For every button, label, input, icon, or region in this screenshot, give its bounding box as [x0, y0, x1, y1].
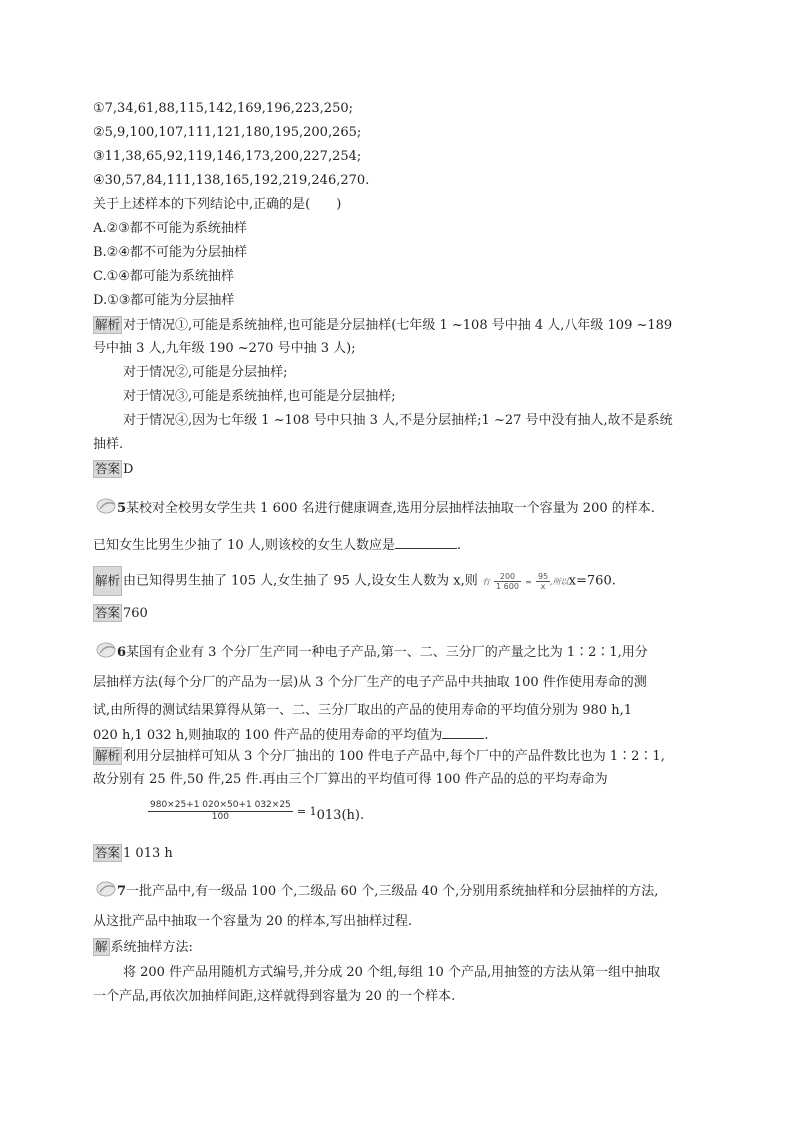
- sample-item-1: ①7,34,61,88,115,142,169,196,223,250;: [93, 101, 353, 116]
- answer-label: 答案: [95, 461, 121, 476]
- sample-item-4: ④30,57,84,111,138,165,192,219,246,270.: [93, 173, 370, 188]
- question-5-text-2: 已知女生比男生少抽了 10 人,则该校的女生人数应是: [93, 538, 395, 553]
- equation-result: 013(h).: [316, 808, 365, 823]
- analysis-q4-line6: 抽样.: [93, 437, 124, 452]
- equation-numerator: 980×25+1 020×50+1 032×25: [150, 800, 291, 810]
- answer-label: 答案: [95, 845, 121, 860]
- fraction-numerator: 95: [537, 571, 549, 581]
- fraction-denominator: x: [540, 581, 546, 591]
- question-6-text: 某国有企业有 3 个分厂生产同一种电子产品,第一、二、三分厂的产量之比为 1∶2∶1,用分: [126, 645, 648, 660]
- question-7-icon: [96, 880, 118, 898]
- question-6-number: 6: [117, 645, 127, 660]
- question-7-line1: [117, 883, 658, 901]
- analysis-label: 解析: [95, 748, 121, 763]
- analysis-q4: [93, 316, 672, 335]
- answer-label: 答案: [95, 605, 121, 620]
- analysis-text: 由已知得男生抽了 105 人,女生抽了 95 人,设女生人数为 x,则: [123, 573, 478, 589]
- period: .: [484, 728, 489, 743]
- solution-title: 系统抽样方法:: [110, 940, 193, 955]
- answer-q5: [93, 604, 148, 623]
- question-5-text: 某校对全校男女学生共 1 600 名进行健康调查,选用分层抽样法抽取一个容量为 200 的样本.: [126, 501, 655, 516]
- formula-mid: ,所以: [550, 577, 569, 587]
- formula-prefix: 有: [481, 577, 490, 587]
- equation-fraction: [148, 800, 293, 823]
- analysis-q6-line2: 故分别有 25 件,50 件,25 件.再由三个厂算出的平均值可得 100 件产品的总的平均寿命为: [93, 772, 608, 787]
- question-6-line3: 试,由所得的测试结果算得从第一、二、三分厂取出的产品的使用寿命的平均值分别为 980 h,1: [93, 703, 632, 718]
- option-c: C.①④都可能为系统抽样: [93, 269, 234, 284]
- fraction-95-x: [536, 572, 550, 591]
- analysis-q6: [93, 747, 665, 766]
- solution-q7-line2: 一个产品,再依次加抽样间距,这样就得到容量为 20 的一个样本.: [93, 989, 456, 1004]
- sample-item-2: ②5,9,100,107,111,121,180,195,200,265;: [93, 125, 362, 140]
- question-6-line2: 层抽样方法(每个分厂的产品为一层)从 3 个分厂生产的电子产品中共抽取 100 件作使用寿命的测: [93, 675, 647, 690]
- answer-q6: [93, 844, 173, 863]
- equation-denominator: 100: [211, 812, 229, 822]
- fraction-denominator: 1 600: [496, 581, 519, 591]
- solution-q7: [93, 938, 193, 957]
- analysis-q4-line3: 对于情况②,可能是分层抽样;: [123, 365, 288, 380]
- analysis-result: x=760.: [568, 573, 616, 589]
- analysis-label: 解析: [95, 317, 121, 332]
- option-b: B.②④都不可能为分层抽样: [93, 245, 247, 260]
- analysis-q4-line5: 对于情况④,因为七年级 1 ~108 号中只抽 3 人,不是分层抽样;1 ~27 号中没有抽人,故不是系统: [123, 413, 673, 428]
- equation-rhs: = 1: [296, 805, 317, 818]
- solution-label: 解: [95, 939, 108, 954]
- question-6-text-4: 020 h,1 032 h,则抽取的 100 件产品的使用寿命的平均值为: [93, 728, 443, 743]
- solution-q7-line1: 将 200 件产品用随机方式编号,并分成 20 个组,每组 10 个产品,用抽签的方法从第一组中抽取: [123, 965, 661, 980]
- answer-blank: [442, 725, 484, 739]
- analysis-q4-line4: 对于情况③,可能是系统抽样,也可能是分层抽样;: [123, 389, 396, 404]
- equals-sign: =: [525, 577, 532, 587]
- fraction-200-1600: [494, 572, 521, 591]
- option-a: A.②③都不可能为系统抽样: [93, 221, 247, 236]
- answer-q4: [93, 460, 133, 479]
- question-5-line2: [93, 535, 461, 555]
- question-6-icon: [96, 641, 118, 659]
- question-6-line1: [117, 644, 648, 662]
- answer-value: 760: [123, 606, 148, 621]
- question-5-icon: [96, 497, 118, 515]
- analysis-q4-line2: 号中抽 3 人,九年级 190 ~270 号中抽 3 人);: [93, 341, 356, 356]
- equation-q6: [148, 800, 364, 823]
- question-7-text: 一批产品中,有一级品 100 个,二级品 60 个,三级品 40 个,分别用系统抽样和分层抽样的方法,: [126, 884, 659, 899]
- question-7-line2: 从这批产品中抽取一个容量为 20 的样本,写出抽样过程.: [93, 914, 413, 929]
- answer-value: 1 013 h: [123, 846, 173, 861]
- option-d: D.①③都可能为分层抽样: [93, 293, 235, 308]
- analysis-q5: [93, 566, 616, 596]
- answer-value: D: [123, 462, 134, 477]
- answer-blank: [395, 535, 457, 549]
- fraction-numerator: 200: [494, 572, 521, 582]
- analysis-text: 对于情况①,可能是系统抽样,也可能是分层抽样(七年级 1 ~108 号中抽 4 人,八年级 109 ~189: [123, 318, 673, 333]
- question-7-number: 7: [117, 884, 127, 899]
- question-stem: 关于上述样本的下列结论中,正确的是( ): [93, 197, 342, 212]
- question-5-line1: [117, 500, 655, 518]
- analysis-label: 解析: [93, 566, 122, 596]
- question-6-line4: [93, 725, 489, 745]
- analysis-text: 利用分层抽样可知从 3 个分厂抽出的 100 件电子产品中,每个厂中的产品件数比也为 1∶2∶1,: [123, 749, 665, 764]
- period: .: [456, 538, 462, 553]
- question-5-number: 5: [117, 501, 127, 516]
- sample-item-3: ③11,38,65,92,119,146,173,200,227,254;: [93, 149, 362, 164]
